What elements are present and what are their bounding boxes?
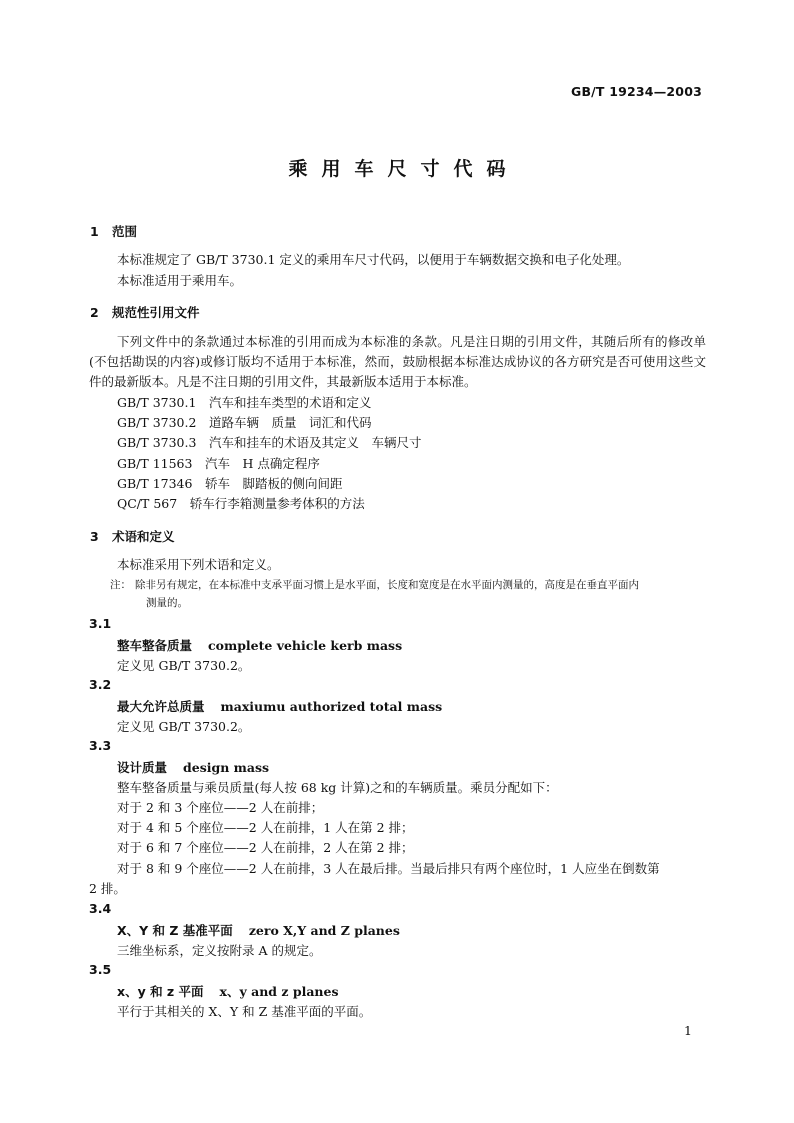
list-item: 对于 6 和 7 个座位——2 人在前排，2 人在第 2 排； [117, 840, 414, 855]
term [117, 697, 442, 715]
definition: 三维坐标系，定义按附录 A 的规定。 [117, 943, 322, 958]
section-1-heading [90, 222, 137, 240]
reference-title: 轿车 脚踏板的侧向间距 [204, 476, 343, 491]
document-title: 乘用车尺寸代码 [288, 158, 520, 180]
reference-item [117, 433, 421, 453]
reference-item [117, 393, 371, 413]
term-en: x、y and z planes [219, 984, 339, 999]
section-1-paragraph: 本标准规定了 GB/T 3730.1 定义的乘用车尺寸代码，以便用于车辆数据交换和电子化处理。 [117, 252, 630, 267]
list-item: 对于 4 和 5 个座位——2 人在前排，1 人在第 2 排； [117, 820, 414, 835]
term-en: zero X,Y and Z planes [248, 923, 400, 938]
term [117, 982, 339, 1000]
definition: 平行于其相关的 X、Y 和 Z 基准平面的平面。 [117, 1004, 372, 1019]
term-zh: X、Y 和 Z 基准平面 [117, 923, 233, 938]
reference-code: GB/T 3730.1 [117, 395, 197, 410]
note-text: 除非另有规定，在本标准中支承平面习惯上是水平面，长度和宽度是在水平面内测量的，高度是在垂直平面内 [135, 579, 639, 591]
reference-item [117, 494, 365, 514]
section-title: 范围 [112, 224, 138, 239]
term [117, 921, 400, 939]
section-number: 2 [90, 305, 99, 320]
reference-title: 道路车辆 质量 词汇和代码 [208, 415, 372, 430]
list-item: 对于 8 和 9 个座位——2 人在前排，3 人在最后排。当最后排只有两个座位时，1 人应坐在倒数第 [117, 861, 660, 876]
standard-number: GB/T 19234—2003 [570, 84, 702, 99]
reference-item [117, 454, 320, 474]
term-en: complete vehicle kerb mass [208, 638, 403, 653]
reference-code: GB/T 17346 [117, 476, 193, 491]
term-zh: x、y 和 z 平面 [117, 984, 204, 999]
section-1-paragraph: 本标准适用于乘用车。 [117, 273, 243, 288]
reference-item [117, 413, 371, 433]
subsection-number: 3.5 [89, 962, 112, 977]
term-zh: 设计质量 [117, 760, 168, 775]
reference-title: 汽车 H 点确定程序 [204, 456, 320, 471]
section-title: 术语和定义 [112, 529, 175, 544]
section-title: 规范性引用文件 [112, 305, 200, 320]
reference-code: QC/T 567 [117, 496, 178, 511]
section-3-heading [90, 527, 175, 545]
term [117, 636, 402, 654]
section-number: 3 [90, 529, 99, 544]
list-item-continuation: 2 排。 [89, 881, 126, 896]
subsection-number: 3.2 [89, 677, 112, 692]
reference-item [117, 474, 343, 494]
subsection-number: 3.1 [89, 616, 112, 631]
page-number: 1 [684, 1023, 692, 1038]
section-number: 1 [90, 224, 99, 239]
reference-code: GB/T 11563 [117, 456, 193, 471]
subsection-number: 3.3 [89, 738, 112, 753]
reference-code: GB/T 3730.3 [117, 435, 197, 450]
section-2-intro: 下列文件中的条款通过本标准的引用而成为本标准的条款。凡是注日期的引用文件，其随后所有的修改单(不包括勘误的内容)或修订版均不适用于本标准，然而，鼓励根据本标准达成协议的各方研究是否可使用这些文件的最新版本。凡是不注日期的引用文件，其最新版本适用于本标准。 [89, 334, 706, 390]
note-label: 注： [110, 579, 131, 591]
subsection-number: 3.4 [89, 901, 112, 916]
term [117, 758, 269, 776]
definition: 定义见 GB/T 3730.2。 [117, 658, 251, 673]
reference-code: GB/T 3730.2 [117, 415, 197, 430]
term-en: maxiumu authorized total mass [220, 699, 443, 714]
term-en: design mass [183, 760, 270, 775]
reference-title: 汽车和挂车类型的术语和定义 [208, 395, 372, 410]
note [110, 576, 710, 612]
section-3-paragraph: 本标准采用下列术语和定义。 [117, 557, 280, 572]
list-item: 对于 2 和 3 个座位——2 人在前排； [117, 800, 324, 815]
reference-title: 轿车行李箱测量参考体积的方法 [189, 496, 365, 511]
definition: 整车整备质量与乘员质量(每人按 68 kg 计算)之和的车辆质量。乘员分配如下： [117, 780, 558, 795]
term-zh: 整车整备质量 [117, 638, 193, 653]
term-zh: 最大允许总质量 [117, 699, 205, 714]
note-text: 测量的。 [146, 597, 188, 609]
reference-title: 汽车和挂车的术语及其定义 车辆尺寸 [208, 435, 422, 450]
section-2-heading [90, 303, 200, 321]
definition: 定义见 GB/T 3730.2。 [117, 719, 251, 734]
